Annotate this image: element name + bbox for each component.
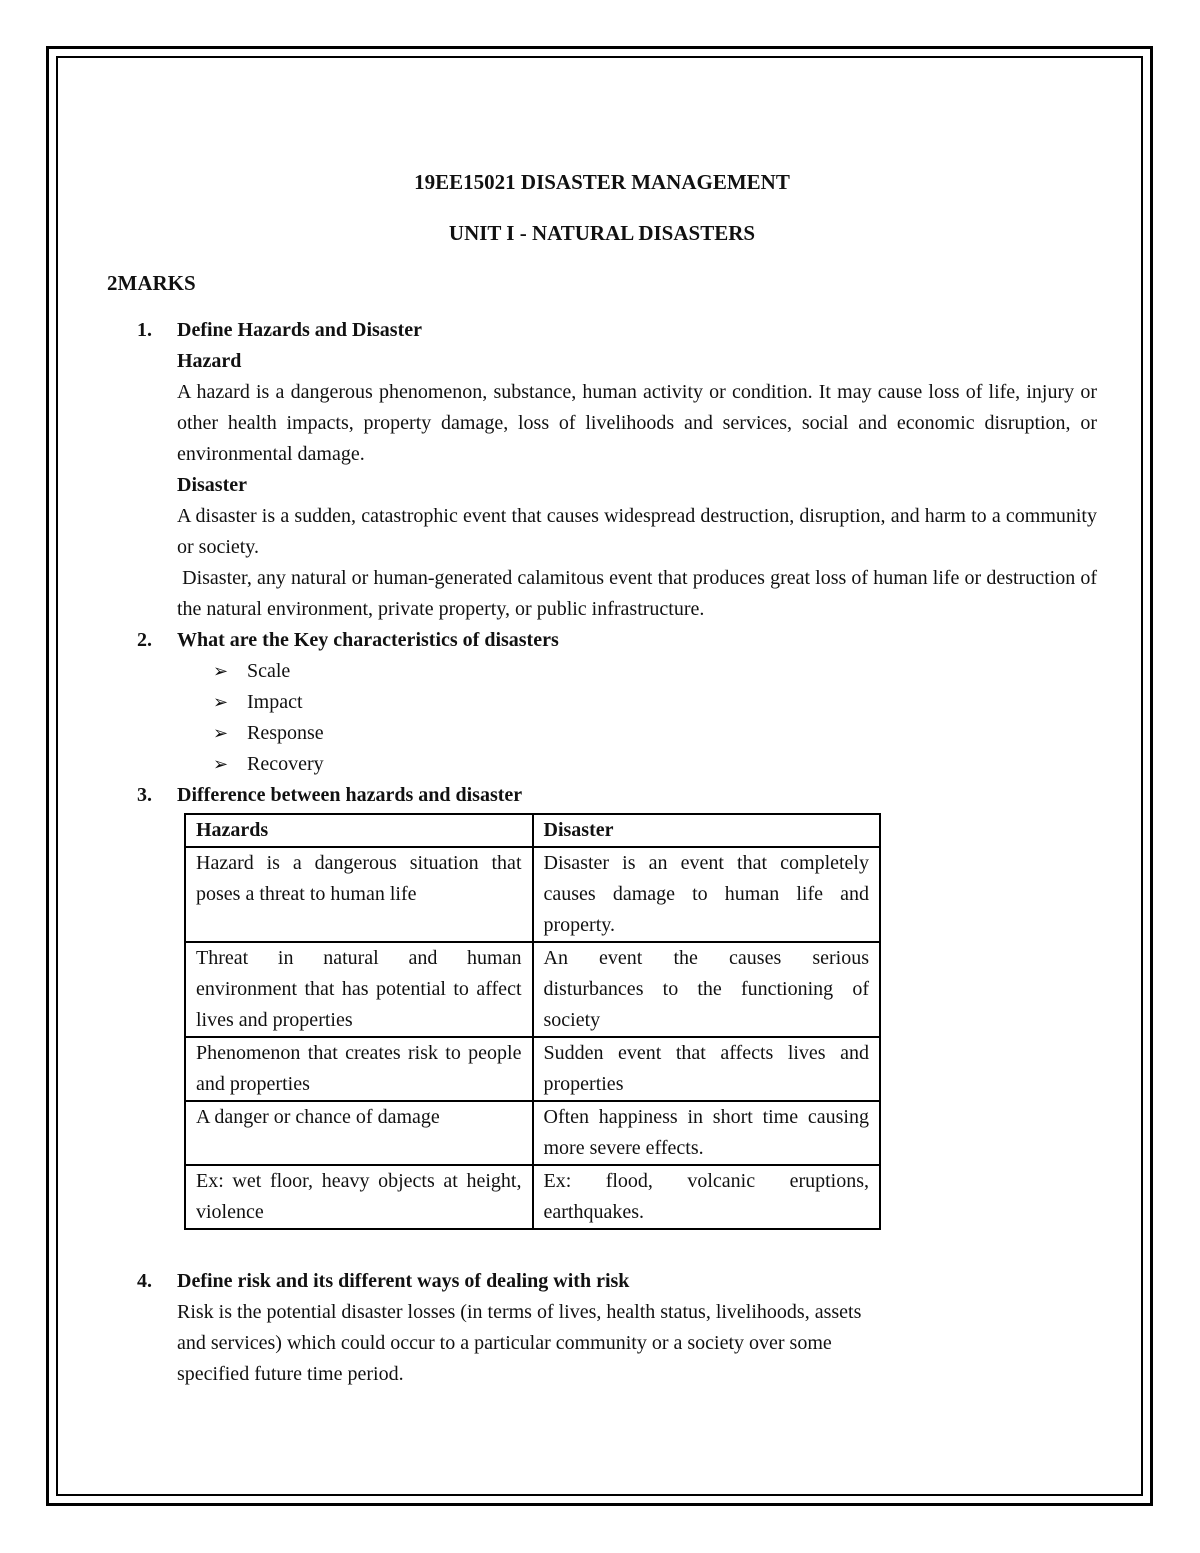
risk-definition-line-3: specified future time period. xyxy=(177,1363,404,1385)
table-cell: Hazard is a dangerous situation that poses a threat to human life xyxy=(185,847,533,942)
table-cell: Sudden event that affects lives and properties xyxy=(533,1037,881,1101)
table-cell: Disaster is an event that completely causes damage to human life and property. xyxy=(533,847,881,942)
hazard-heading: Hazard xyxy=(177,350,242,372)
table-cell: Threat in natural and human environment that has potential to affect lives and properties xyxy=(185,942,533,1037)
table-cell: Ex: flood, volcanic eruptions, earthquakes. xyxy=(533,1165,881,1229)
characteristics-list xyxy=(177,656,1097,780)
table-cell: Phenomenon that creates risk to people and properties xyxy=(185,1037,533,1101)
list-item: ➢ Recovery xyxy=(213,749,1097,780)
comparison-table xyxy=(184,813,881,1230)
list-item: ➢ Scale xyxy=(213,656,1097,687)
question-title: Difference between hazards and disaster xyxy=(177,784,523,806)
document-content xyxy=(107,167,1102,1390)
question-number: 4. xyxy=(137,1270,152,1292)
disaster-heading: Disaster xyxy=(177,474,247,496)
question-title: Define Hazards and Disaster xyxy=(177,319,422,341)
arrow-bullet-icon: ➢ xyxy=(213,661,229,681)
question-3 xyxy=(107,780,1097,1230)
question-1 xyxy=(107,315,1102,625)
disaster-definition-2: Disaster, any natural or human-generated calamitous event that produces great loss of human life or destruction of the natural environment, private property, or public infrastructure. xyxy=(177,567,1102,620)
table-row xyxy=(185,942,880,1037)
question-4 xyxy=(107,1266,1097,1390)
question-number: 2. xyxy=(137,629,152,651)
arrow-bullet-icon: ➢ xyxy=(213,692,229,712)
question-title: What are the Key characteristics of disasters xyxy=(177,629,559,651)
table-row xyxy=(185,847,880,942)
table-row xyxy=(185,1165,880,1229)
table-cell: Often happiness in short time causing more severe effects. xyxy=(533,1101,881,1165)
arrow-bullet-icon: ➢ xyxy=(213,754,229,774)
table-cell: Ex: wet floor, heavy objects at height, violence xyxy=(185,1165,533,1229)
disaster-definition-1: A disaster is a sudden, catastrophic event that causes widespread destruction, disruption, and harm to a community or society. xyxy=(177,505,1097,558)
arrow-bullet-icon: ➢ xyxy=(213,723,229,743)
spacer xyxy=(107,1230,1097,1266)
table-cell: A danger or chance of damage xyxy=(185,1101,533,1165)
hazard-definition: A hazard is a dangerous phenomenon, substance, human activity or condition. It may cause loss of life, injury or other health impacts, property damage, loss of livelihoods and services, social and economic disruption, or environmental damage. xyxy=(177,381,1097,465)
unit-title: UNIT I - NATURAL DISASTERS xyxy=(448,221,756,245)
question-title: Define risk and its different ways of dealing with risk xyxy=(177,1270,630,1292)
risk-definition-line-2: and services) which could occur to a particular community or a society over some xyxy=(177,1332,832,1354)
question-number: 3. xyxy=(137,784,152,806)
table-row xyxy=(185,1101,880,1165)
column-header-disaster: Disaster xyxy=(533,814,881,847)
column-header-hazards: Hazards xyxy=(185,814,533,847)
marks-heading: 2MARKS xyxy=(107,271,196,295)
question-2 xyxy=(107,625,1097,780)
list-item: ➢ Response xyxy=(213,718,1097,749)
table-cell: An event the causes serious disturbances to the functioning of society xyxy=(533,942,881,1037)
risk-definition-line-1: Risk is the potential disaster losses (in terms of lives, health status, livelihoods, assets xyxy=(177,1301,862,1323)
table-header-row xyxy=(185,814,880,847)
table-row xyxy=(185,1037,880,1101)
question-number: 1. xyxy=(137,319,152,341)
list-item: ➢ Impact xyxy=(213,687,1097,718)
course-title: 19EE15021 DISASTER MANAGEMENT xyxy=(414,170,790,194)
